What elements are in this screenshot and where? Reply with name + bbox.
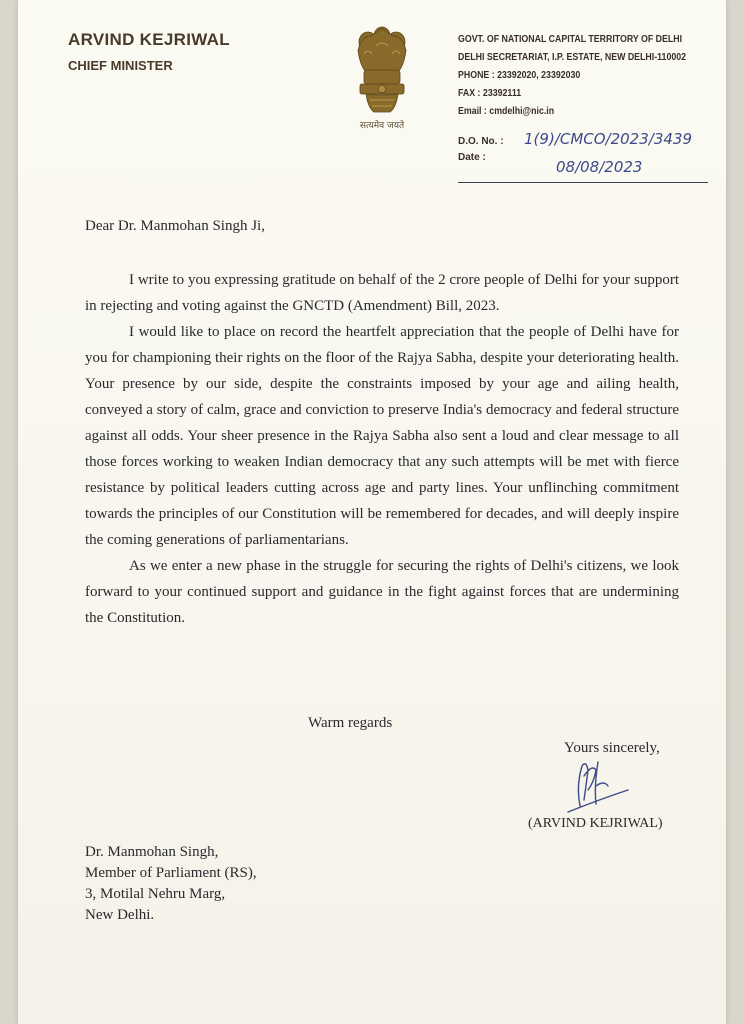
- salutation: Dear Dr. Manmohan Singh Ji,: [85, 218, 265, 234]
- letter-page: [18, 0, 726, 1024]
- recipient-line-4: New Delhi.: [85, 907, 155, 923]
- recipient-address: [85, 842, 257, 926]
- warm-regards: Warm regards: [308, 715, 393, 731]
- emblem-motto: सत्यमेव जयते: [359, 121, 405, 131]
- paragraph-1: I write to you expressing gratitude on behalf of the 2 crore people of Delhi for your support in rejecting and voting against the GNCTD (Amendment) Bill, 2023.: [85, 272, 679, 314]
- letterhead-name: ARVIND KEJRIWAL: [68, 30, 230, 49]
- letter-body: [85, 267, 679, 631]
- lion-capital-icon: [348, 22, 416, 118]
- phone-line: PHONE : 23392020, 23392030: [458, 70, 581, 81]
- recipient-line-1: Dr. Manmohan Singh,: [85, 844, 219, 860]
- address-line: DELHI SECRETARIAT, I.P. ESTATE, NEW DELHI-110002: [458, 52, 687, 63]
- paragraph-3: As we enter a new phase in the struggle for securing the rights of Delhi's citizens, we look forward to your continued support and guidance in the fight against forces that are undermining the Constitution.: [85, 558, 679, 626]
- letterhead-title: CHIEF MINISTER: [68, 58, 173, 73]
- reference-block: [458, 130, 708, 183]
- signer-name: (ARVIND KEJRIWAL): [528, 816, 663, 831]
- date-value: 08/08/2023: [556, 158, 643, 176]
- date-label: Date :: [458, 152, 486, 163]
- fax-line: FAX : 23392111: [458, 88, 522, 99]
- letterhead-contact: [458, 31, 686, 121]
- yours-sincerely: Yours sincerely,: [564, 740, 660, 756]
- recipient-line-3: 3, Motilal Nehru Marg,: [85, 886, 226, 902]
- govt-line: GOVT. OF NATIONAL CAPITAL TERRITORY OF DELHI: [458, 34, 683, 45]
- do-number-value: 1(9)/CMCO/2023/3439: [524, 130, 692, 148]
- recipient-line-2: Member of Parliament (RS),: [85, 865, 257, 881]
- do-number-label: D.O. No. :: [458, 136, 504, 147]
- handwritten-signature: [558, 756, 638, 818]
- paragraph-2: I would like to place on record the heartfelt appreciation that the people of Delhi have for you for championing their rights on the floor of the Rajya Sabha, despite your deteriorating health. Your presence by our side, despite the constraints imposed by your age and ailing health, conveyed a story of calm, grace and conviction to preserve India's democracy and federal structure against all odds. Your sheer presence in the Rajya Sabha also sent a loud and clear message to all those forces working to weaken Indian democracy that any such attempts will be met with fierce resistance by political leaders cutting across age and party lines. Your unflinching commitment towards the principles of our Constitution will be remembered for decades, and will deeply inspire the coming generations of parliamentarians.: [85, 324, 679, 548]
- national-emblem: [348, 22, 416, 134]
- email-line: Email : cmdelhi@nic.in: [458, 106, 555, 117]
